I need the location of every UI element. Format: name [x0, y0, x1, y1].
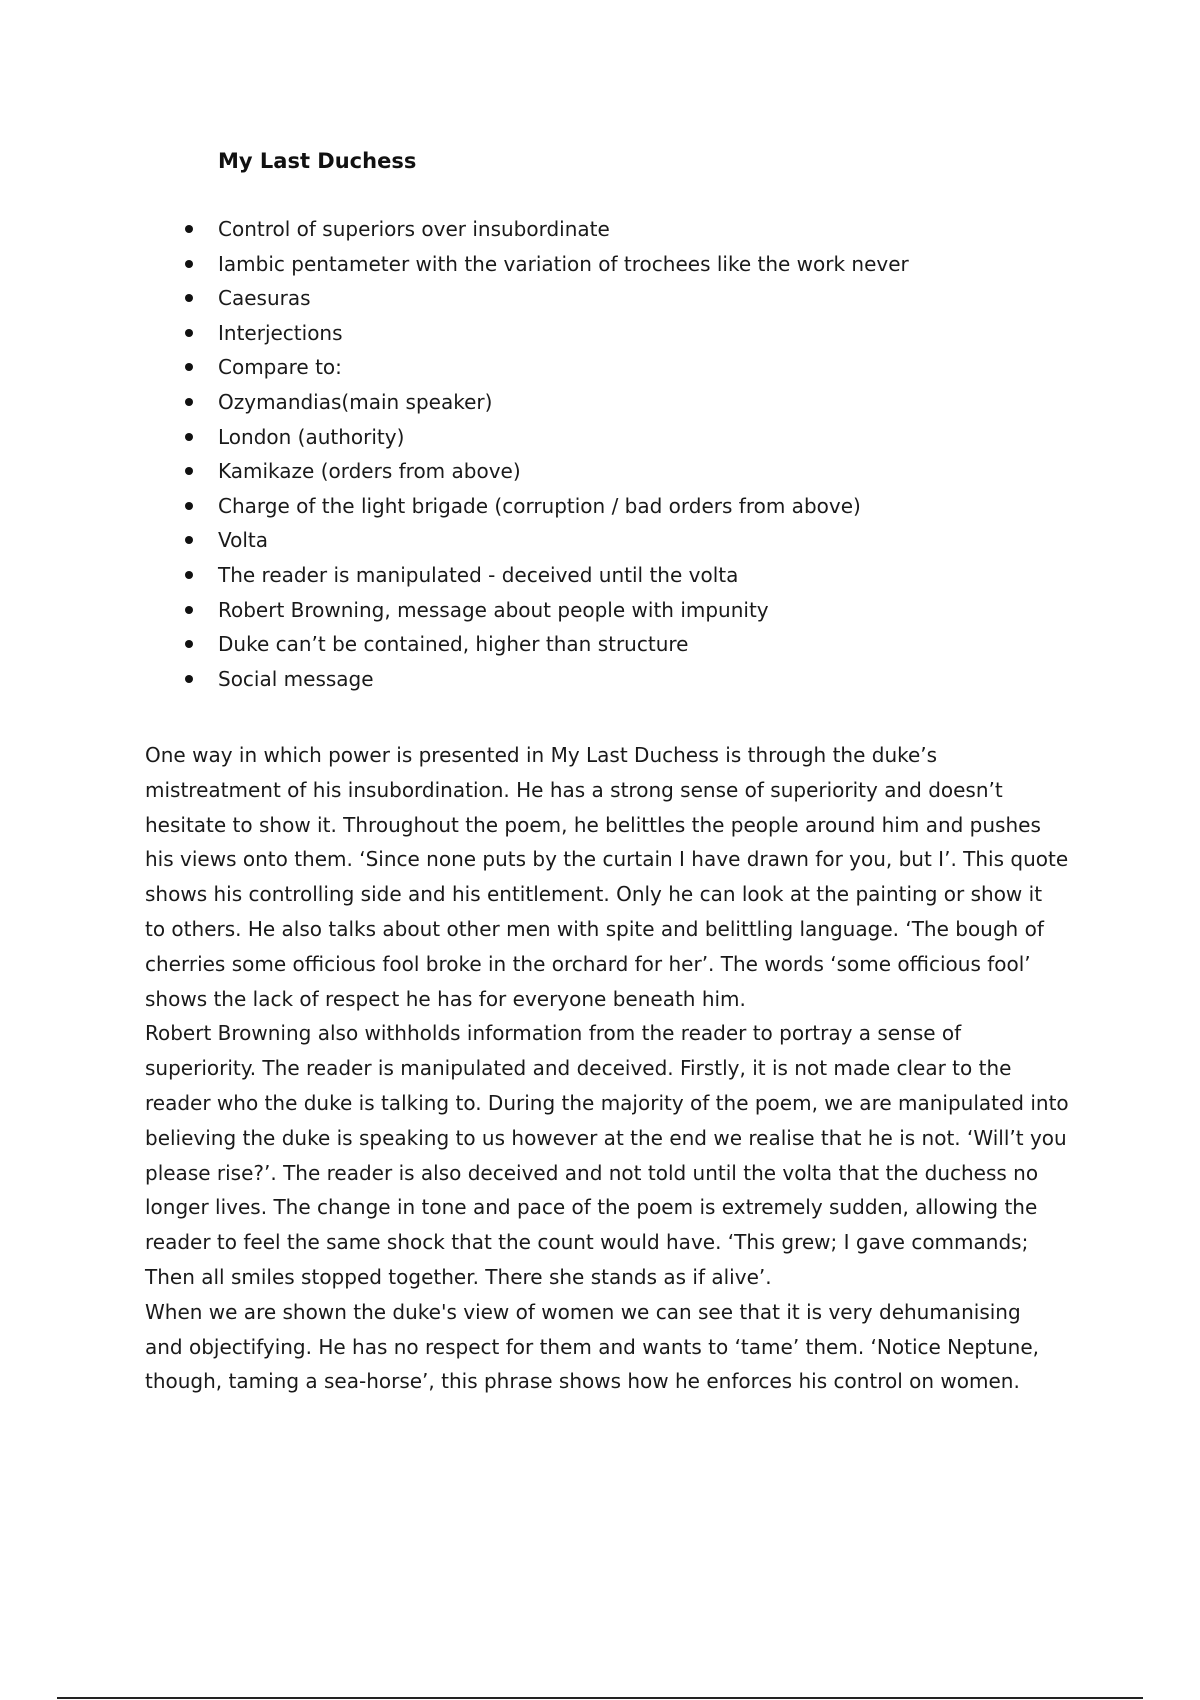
bullet-text: London (authority) — [218, 424, 405, 449]
body-line: hesitate to show it. Throughout the poem, he belittles the people around him and pushes — [145, 812, 1041, 837]
body-line: One way in which power is presented in My Last Duchess is through the duke’s — [145, 743, 938, 767]
bullet-text: Caesuras — [218, 286, 311, 311]
body-line: shows the lack of respect he has for everyone beneath him. — [145, 986, 746, 1011]
document-title: My Last Duchess — [218, 149, 417, 173]
list-item — [185, 387, 1085, 422]
bullet-text: Control of superiors over insubordinate — [218, 217, 610, 241]
bullet-icon — [185, 606, 193, 614]
body-line: to others. He also talks about other men with spite and belittling language. ‘The bough of — [145, 916, 1044, 941]
list-item — [185, 456, 1085, 491]
body-line: shows his controlling side and his entitlement. Only he can look at the painting or show it — [145, 882, 1043, 907]
bullet-icon — [185, 536, 193, 544]
page-divider — [57, 1697, 1143, 1699]
bullet-text: Duke can’t be contained, higher than structure — [218, 632, 689, 657]
body-line: please rise?’. The reader is also deceived and not told until the volta that the duchess no — [145, 1160, 1039, 1185]
bullet-icon — [185, 260, 193, 268]
body-line: his views onto them. ‘Since none puts by the curtain I have drawn for you, but I’. This quote — [145, 847, 1069, 872]
body-line: Then all smiles stopped together. There she stands as if alive’. — [145, 1264, 772, 1289]
body-line: and objectifying. He has no respect for them and wants to ‘tame’ them. ‘Notice Neptune, — [145, 1334, 1039, 1359]
list-item — [185, 283, 1085, 318]
bullet-text: Robert Browning, message about people with impunity — [218, 597, 769, 622]
bullet-icon — [185, 433, 193, 441]
notes-bullet-list — [185, 214, 1085, 698]
body-line: cherries some officious fool broke in the orchard for her’. The words ‘some officious fool’ — [145, 951, 1031, 976]
list-item — [185, 491, 1085, 526]
bullet-text: Compare to: — [218, 355, 342, 380]
bullet-icon — [185, 329, 193, 337]
bullet-icon — [185, 675, 193, 683]
bullet-text: Kamikaze (orders from above) — [218, 459, 521, 484]
bullet-text: Interjections — [218, 320, 343, 345]
list-item — [185, 525, 1085, 560]
bullet-text: Iambic pentameter with the variation of trochees like the work never — [218, 251, 909, 276]
body-line: reader who the duke is talking to. During the majority of the poem, we are manipulated into — [145, 1090, 1069, 1115]
list-item — [185, 214, 1085, 249]
list-item — [185, 664, 1085, 699]
body-line: reader to feel the same shock that the count would have. ‘This grew; I gave commands; — [145, 1230, 1029, 1255]
body-line: Robert Browning also withholds information from the reader to portray a sense of — [145, 1021, 962, 1046]
list-item — [185, 629, 1085, 664]
bullet-icon — [185, 225, 193, 233]
bullet-icon — [185, 363, 193, 371]
bullet-icon — [185, 294, 193, 302]
body-line: superiority. The reader is manipulated and deceived. Firstly, it is not made clear to the — [145, 1056, 1012, 1081]
bullet-text: The reader is manipulated - deceived until the volta — [218, 562, 739, 587]
bullet-icon — [185, 502, 193, 510]
list-item — [185, 560, 1085, 595]
bullet-icon — [185, 571, 193, 579]
bullet-icon — [185, 640, 193, 648]
list-item — [185, 318, 1085, 353]
list-item — [185, 352, 1085, 387]
list-item — [185, 249, 1085, 284]
body-line: When we are shown the duke's view of women we can see that it is very dehumanising — [145, 1299, 1021, 1324]
bullet-icon — [185, 398, 193, 406]
bullet-text: Social message — [218, 666, 374, 691]
body-line: believing the duke is speaking to us however at the end we realise that he is not. ‘Will’t you — [145, 1125, 1067, 1150]
bullet-icon — [185, 467, 193, 475]
body-line: longer lives. The change in tone and pace of the poem is extremely sudden, allowing the — [145, 1195, 1038, 1220]
list-item — [185, 422, 1085, 457]
bullet-text: Ozymandias(main speaker) — [218, 389, 493, 414]
bullet-text: Volta — [218, 528, 269, 553]
body-line: mistreatment of his insubordination. He has a strong sense of superiority and doesn’t — [145, 777, 1003, 802]
essay-body — [145, 738, 1069, 1399]
body-line: though, taming a sea-horse’, this phrase shows how he enforces his control on women. — [145, 1369, 1020, 1394]
bullet-text: Charge of the light brigade (corruption / bad orders from above) — [218, 493, 861, 518]
list-item — [185, 595, 1085, 630]
